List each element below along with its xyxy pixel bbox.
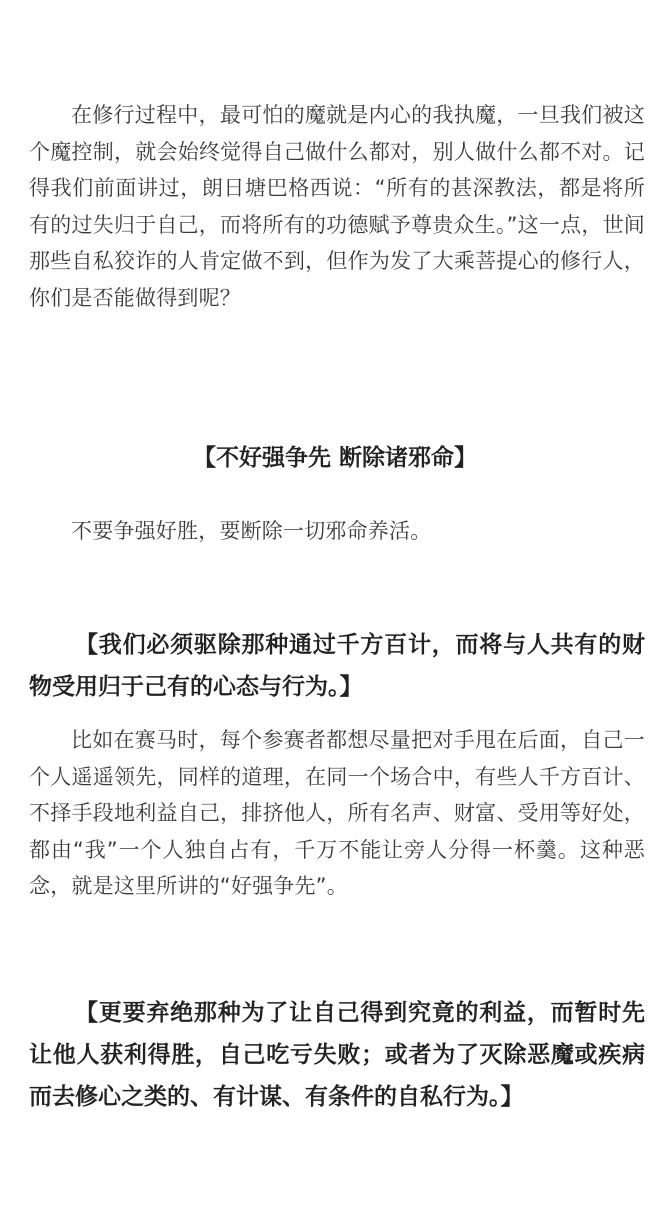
quote-heading-conditional-practice: 【更要弃绝那种为了让自己得到究竟的利益，而暂时先让他人获利得胜，自己吃亏失败；或者为了灭除恶魔或疾病而去修心之类的、有计谋、有条件的自私行为。】 — [29, 999, 645, 1110]
section-heading: 【不好强争先 断除诸邪命】 — [192, 444, 477, 471]
paragraph-self-attachment: 在修行过程中，最可怕的魔就是内心的我执魔，一旦我们被这个魔控制，就会始终觉得自己做什么都对，别人做什么都不对。记得我们前面讲过，朗日塘巴格西说：“所有的甚深教法，都是将所有的过失归于自己，而将所有的功德赋予尊贵众生。”这一点，世间那些自私狡诈的人肯定做不到，但作为发了大乘菩提心的修行人，你们是否能做得到呢？ — [29, 103, 645, 310]
paragraph-horse-race: 比如在赛马时，每个参赛者都想尽量把对手甩在后面，自己一个人遥遥领先，同样的道理，在同一个场合中，有些人千方百计、不择手段地利益自己，排挤他人，所有名声、财富、受用等好处，都由“我”一个人独自占有，千万不能让旁人分得一杯羹。这种恶念，就是这里所讲的“好强争先”。 — [29, 728, 645, 898]
paragraph-summary: 不要争强好胜，要断除一切邪命养活。 — [71, 519, 432, 543]
quote-heading-shared-wealth: 【我们必须驱除那种通过千方百计，而将与人共有的财物受用归于己有的心态与行为。】 — [29, 631, 645, 700]
